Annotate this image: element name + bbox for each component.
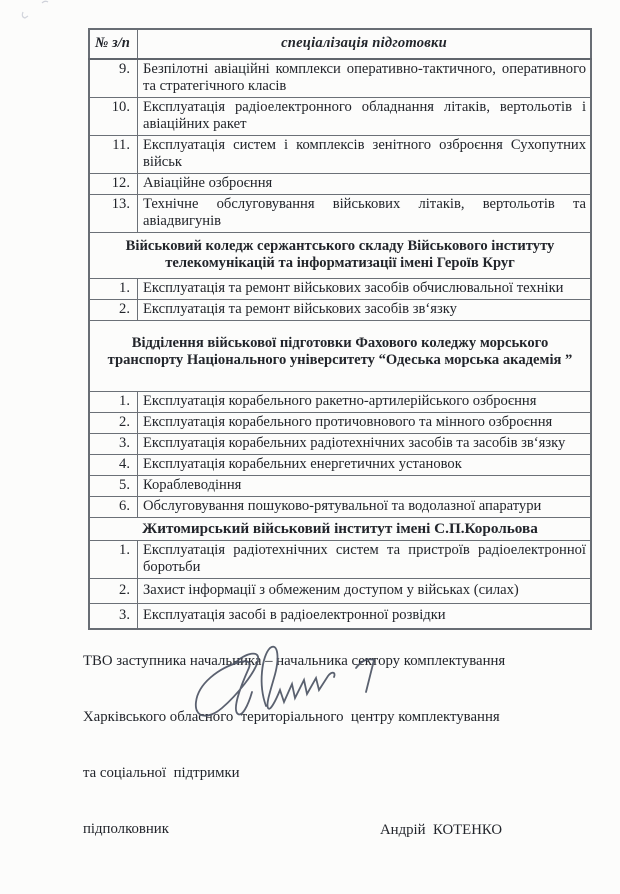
row-number-cell: 12. (89, 174, 138, 195)
header-spec-cell: спеціалізація підготовки (138, 29, 592, 59)
row-number-cell: 11. (89, 136, 138, 174)
signature-name: Андрій КОТЕНКО (380, 821, 503, 838)
table-row (89, 497, 591, 518)
table-row (89, 413, 591, 434)
row-spec-cell: Експлуатація та ремонт військових засобів зв‘язку (138, 300, 592, 321)
table-header (89, 29, 591, 59)
table-row (89, 174, 591, 195)
row-spec-cell: Безпілотні авіаційні комплекси оперативно-тактичного, оперативного та стратегічного класів (138, 59, 592, 98)
row-spec-cell: Експлуатація радіоелектронного обладнання літаків, вертольотів і авіаційних ракет (138, 98, 592, 136)
row-number-cell: 2. (89, 300, 138, 321)
row-number-cell: 3. (89, 434, 138, 455)
table-row (89, 279, 591, 300)
row-spec-cell: Кораблеводіння (138, 476, 592, 497)
row-number-cell: 2. (89, 413, 138, 434)
row-number-cell: 10. (89, 98, 138, 136)
signature-rank-name-row (83, 820, 553, 840)
section-row (89, 233, 591, 279)
section-header-cell: Житомирський військовий інститут імені С.П.Корольова (89, 518, 591, 541)
row-spec-cell: Авіаційне озброєння (138, 174, 592, 195)
row-spec-cell: Експлуатація корабельного протичовнового та мінного озброєння (138, 413, 592, 434)
specialization-table (88, 28, 592, 630)
row-number-cell: 6. (89, 497, 138, 518)
section-header-cell: Відділення військової підготовки Фахового коледжу морського транспорту Національного університету “Одеська морська академія ” (89, 321, 591, 392)
table-row (89, 579, 591, 604)
table-row (89, 434, 591, 455)
table-row (89, 300, 591, 321)
table-row (89, 455, 591, 476)
scan-artifact-marks (14, 0, 64, 28)
specialization-table-wrap (88, 28, 592, 630)
signature-scribble (188, 644, 398, 729)
section-row (89, 321, 591, 392)
signature-title-line-3: та соціальної підтримки (83, 764, 240, 781)
row-number-cell: 1. (89, 541, 138, 579)
table-body (89, 59, 591, 629)
table-row (89, 195, 591, 233)
row-spec-cell: Експлуатація систем і комплексів зенітного озброєння Сухопутних військ (138, 136, 592, 174)
row-number-cell: 2. (89, 579, 138, 604)
row-spec-cell: Експлуатація корабельного ракетно-артилерійського озброєння (138, 392, 592, 413)
row-spec-cell: Експлуатація корабельних енергетичних установок (138, 455, 592, 476)
header-number-cell: № з/п (89, 29, 138, 59)
table-row (89, 392, 591, 413)
row-spec-cell: Обслуговування пошуково-рятувальної та водолазної апаратури (138, 497, 592, 518)
row-number-cell: 4. (89, 455, 138, 476)
row-spec-cell: Захист інформації з обмеженим доступом у військах (силах) (138, 579, 592, 604)
row-number-cell: 5. (89, 476, 138, 497)
table-row (89, 59, 591, 98)
row-spec-cell: Експлуатація засобі в радіоелектронної розвідки (138, 604, 592, 630)
signature-title-line-1: ТВО заступника начальника – начальника сектору комплектування (83, 653, 506, 670)
row-spec-cell: Експлуатація корабельних радіотехнічних засобів та засобів зв‘язку (138, 434, 592, 455)
row-number-cell: 1. (89, 279, 138, 300)
row-number-cell: 13. (89, 195, 138, 233)
signature-title-line-2: Харківського обласного територіального центру комплектування (83, 708, 500, 725)
row-number-cell: 3. (89, 604, 138, 630)
row-number-cell: 9. (89, 59, 138, 98)
row-number-cell: 1. (89, 392, 138, 413)
table-row (89, 476, 591, 497)
table-row (89, 136, 591, 174)
row-spec-cell: Експлуатація та ремонт військових засобів обчислювальної техніки (138, 279, 592, 300)
row-spec-cell: Експлуатація радіотехнічних систем та пристроїв радіоелектронної боротьби (138, 541, 592, 579)
signature-rank: підполковник (83, 820, 169, 837)
table-row (89, 98, 591, 136)
section-row (89, 518, 591, 541)
table-row (89, 541, 591, 579)
row-spec-cell: Технічне обслуговування військових літаків, вертольотів та авіадвигунів (138, 195, 592, 233)
section-header-cell: Військовий коледж сержантського складу Військового інституту телекомунікацій та інформатизації імені Героїв Круг (89, 233, 591, 279)
header-row (89, 29, 591, 59)
